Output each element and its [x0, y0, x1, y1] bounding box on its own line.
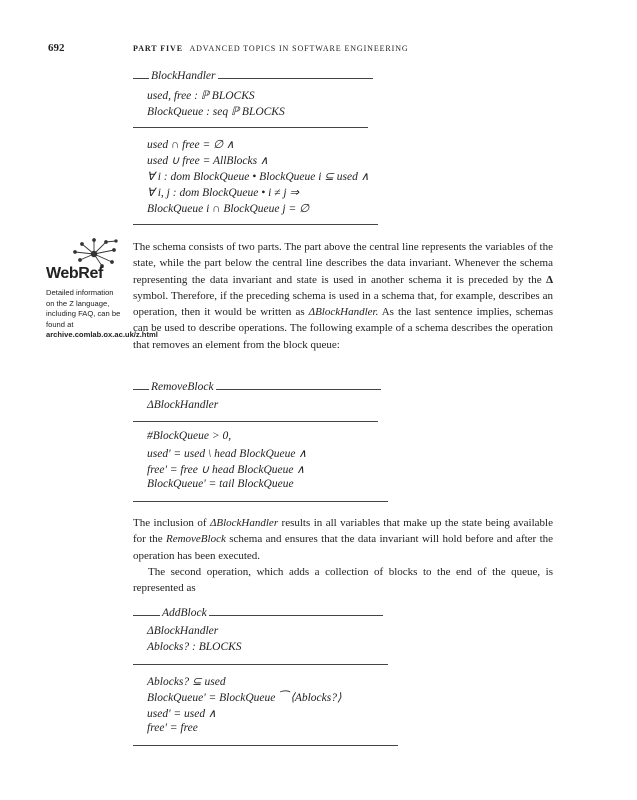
para-text: symbol. Therefore, if the preceding schema is used in a schema that, for example, describes an operation, then it would be written as	[133, 289, 553, 319]
schema-pred-line: used ∩ free = ∅ ∧	[147, 139, 235, 151]
body-paragraph	[133, 515, 553, 596]
part-title: ADVANCED TOPICS IN SOFTWARE ENGINEERING	[189, 44, 409, 53]
schema-pred-line: ∀ i, j : dom BlockQueue • i ≠ j ⇒	[147, 187, 300, 199]
schema-pred-line: ∀ i : dom BlockQueue • BlockQueue i ⊆ used ∧	[147, 171, 370, 183]
para-text: schema and ensures that the data invariant will hold before and after the operation has been executed.	[133, 533, 554, 562]
schema-title: AddBlock	[162, 607, 207, 619]
sidebar-text: Detailed information on the Z language, including FAQ, can be found at	[46, 288, 121, 329]
schema-pred-line: BlockQueue i ∩ BlockQueue j = ∅	[147, 203, 310, 215]
para-text: results in all variables that make up the state being available for the	[133, 517, 553, 546]
schema-reference: RemoveBlock	[166, 533, 226, 546]
schema-bottom-rule	[133, 745, 398, 746]
schema-pred-line: free' = free	[147, 722, 198, 734]
para-text: The inclusion of	[133, 517, 210, 529]
body-paragraph-2: The second operation, which adds a collection of blocks to the end of the queue, is represented as	[133, 565, 553, 595]
schema-pred-line: BlockQueue' = tail BlockQueue	[147, 478, 294, 490]
schema-divider	[133, 127, 368, 128]
schema-decl-line: Ablocks? : BLOCKS	[147, 641, 242, 653]
schema-title: BlockHandler	[151, 70, 216, 82]
schema-reference: ΔBlockHandler	[209, 517, 279, 529]
schema-bottom-rule	[133, 501, 388, 502]
schema-pred-line: free' = free ∪ head BlockQueue ∧	[147, 464, 305, 476]
delta-symbol: Δ	[546, 273, 553, 286]
schema-divider	[133, 421, 378, 422]
webref-network-icon	[72, 238, 120, 268]
sidebar-note	[46, 288, 158, 341]
schema-decl-line: ΔBlockHandler	[147, 625, 219, 637]
webref-logo: WebRef	[46, 265, 103, 282]
running-header	[133, 44, 409, 53]
schema-pred-line: BlockQueue' = BlockQueue ⁀ ⟨Ablocks?⟩	[147, 692, 342, 704]
schema-reference: ΔBlockHandler.	[308, 306, 379, 319]
schema-pred-line: used' = used \ head BlockQueue ∧	[147, 448, 307, 460]
body-paragraph	[133, 239, 553, 353]
schema-divider	[133, 664, 388, 665]
para-text: As the last sentence implies, schemas can be used to describe operations. The following example of a schema describes the operation that removes an element from the block queue:	[133, 306, 553, 351]
schema-title: RemoveBlock	[151, 381, 214, 393]
schema-bottom-rule	[133, 224, 378, 225]
schema-pred-line: used ∪ free = AllBlocks ∧	[147, 155, 269, 167]
part-label: PART FIVE	[133, 44, 183, 53]
para-text: The schema consists of two parts. The part above the central line represents the variables of the state, while the part below the central line describes the data invariant. Whenever the schema representing the data invariant and state is used in another schema it is preceded by the	[133, 241, 553, 286]
sidebar-url[interactable]: archive.comlab.ox.ac.uk/z.html	[46, 330, 158, 339]
schema-pred-line: Ablocks? ⊆ used	[147, 676, 226, 688]
schema-decl-line: used, free : ℙ BLOCKS	[147, 90, 255, 102]
schema-pred-line: used' = used ∧	[147, 708, 217, 720]
schema-decl-line: BlockQueue : seq ℙ BLOCKS	[147, 106, 285, 118]
schema-decl-line: ΔBlockHandler	[147, 399, 219, 411]
page-number: 692	[48, 42, 65, 54]
schema-pred-line: #BlockQueue > 0,	[147, 430, 232, 442]
